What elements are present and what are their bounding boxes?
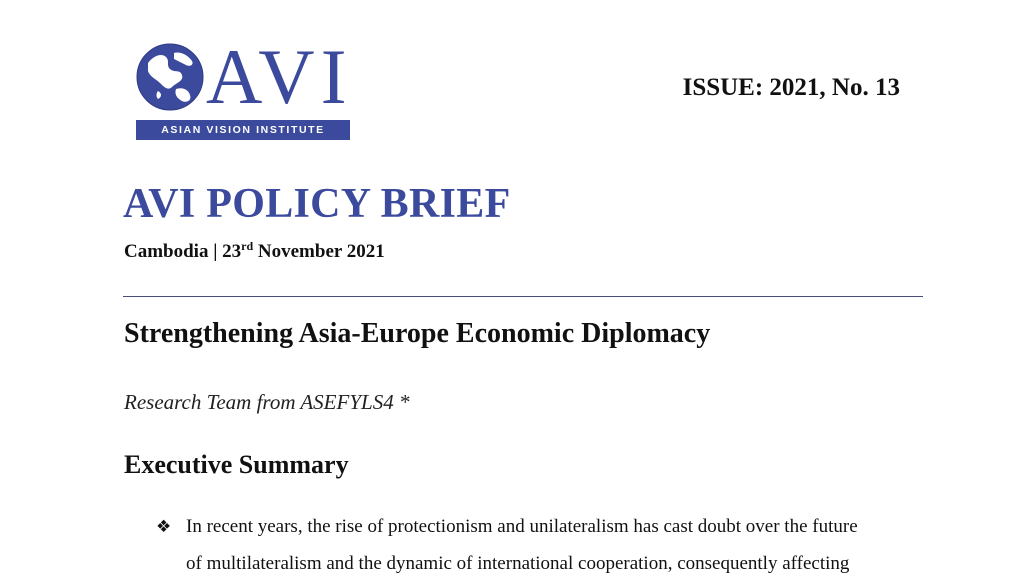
logo-wordmark: AVI [206,33,353,120]
brief-title: AVI POLICY BRIEF [123,181,511,227]
dateline [124,241,385,263]
authors: Research Team from ASEFYLS4 * [124,390,410,414]
issue-number: ISSUE: 2021, No. 13 [682,74,900,101]
dateline-location: Cambodia | 23 [124,241,242,262]
dateline-month-year: November 2021 [253,241,385,262]
document-title: Strengthening Asia-Europe Economic Diplomacy [124,318,711,349]
divider [123,296,923,297]
summary-text-line: of multilateralism and the dynamic of international cooperation, consequently affecting [186,553,850,574]
diamond-bullet-icon: ❖ [156,517,172,537]
logo-banner: ASIAN VISION INSTITUTE [136,120,350,140]
globe-icon [136,43,204,111]
dateline-day-suffix: rd [241,239,254,253]
summary-text-line: In recent years, the rise of protectionism and unilateralism has cast doubt over the future [186,516,858,537]
executive-summary-heading: Executive Summary [124,450,349,479]
avi-logo [136,33,353,141]
